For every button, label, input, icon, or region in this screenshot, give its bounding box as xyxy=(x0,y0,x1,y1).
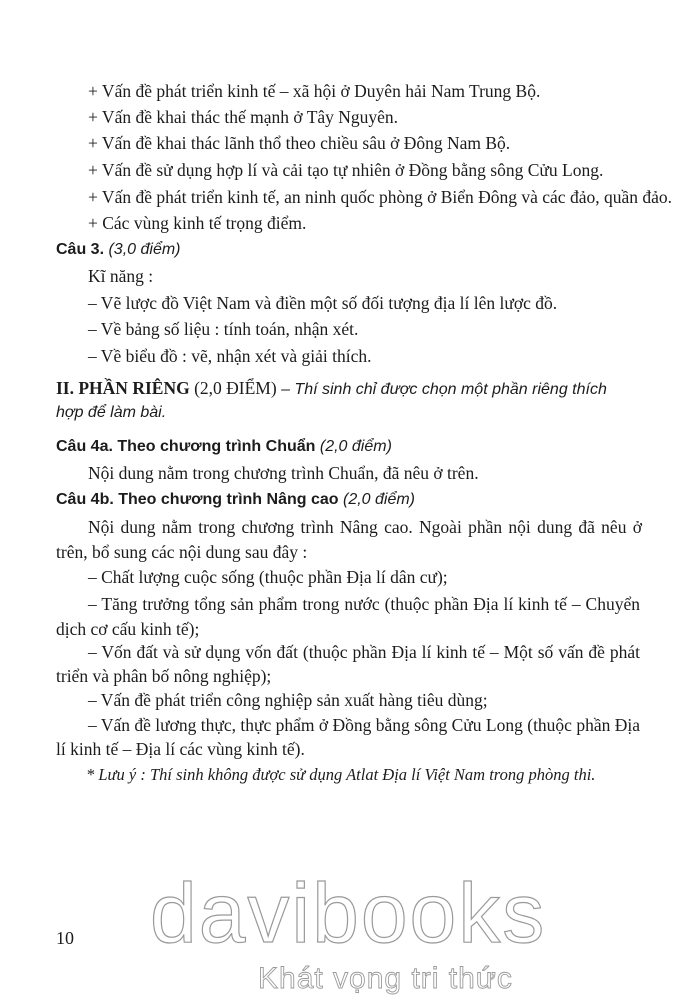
question-4a-heading xyxy=(56,436,392,458)
skill-heading: Kĩ năng : xyxy=(88,266,154,286)
question-4b-intro: Nội dung nằm trong chương trình Nâng cao. Ngoài phần nội dung đã nêu ở xyxy=(88,517,642,537)
question-4b-intro-cont: trên, bổ sung các nội dung sau đây : xyxy=(56,542,308,562)
bullet-item: + Vấn đề phát triển kinh tế – xã hội ở Duyên hải Nam Trung Bộ. xyxy=(88,81,541,101)
bullet-item: + Vấn đề khai thác lãnh thổ theo chiều sâu ở Đông Nam Bộ. xyxy=(88,133,511,153)
skill-item: – Vẽ lược đồ Việt Nam và điền một số đối tượng địa lí lên lược đồ. xyxy=(88,293,558,313)
section-2-title: II. PHẦN RIÊNG xyxy=(56,378,190,398)
content-item-cont: lí kinh tế – Địa lí các vùng kinh tế). xyxy=(56,739,305,759)
section-2-heading xyxy=(56,377,668,401)
question-4b-points: (2,0 điểm) xyxy=(342,491,416,508)
section-2-desc-cont: hợp để làm bài. xyxy=(56,404,167,421)
content-item: – Tăng trưởng tổng sản phẩm trong nước (thuộc phần Địa lí kinh tế – Chuyển xyxy=(88,594,640,614)
question-4b-heading xyxy=(56,489,415,511)
question-3-points: (3,0 điểm) xyxy=(108,241,181,258)
content-item: – Vốn đất và sử dụng vốn đất (thuộc phần Địa lí kinh tế – Một số vấn đề phát xyxy=(88,642,640,662)
question-4a-text: Nội dung nằm trong chương trình Chuẩn, đã nêu ở trên. xyxy=(88,463,479,483)
content-item: – Vấn đề lương thực, thực phẩm ở Đồng bằng sông Cửu Long (thuộc phần Địa xyxy=(88,715,640,735)
question-4a-points: (2,0 điểm) xyxy=(319,438,392,455)
note: * Lưu ý : Thí sinh không được sử dụng Atlat Địa lí Việt Nam trong phòng thi. xyxy=(86,765,596,784)
content-item: – Chất lượng cuộc sống (thuộc phần Địa lí dân cư); xyxy=(88,567,448,587)
question-3-heading xyxy=(56,239,181,261)
content-item-cont: dịch cơ cấu kinh tế); xyxy=(56,619,200,639)
question-4a-label: Câu 4a. Theo chương trình Chuẩn xyxy=(56,438,316,455)
page-number: 10 xyxy=(56,928,74,948)
bullet-item: + Vấn đề phát triển kinh tế, an ninh quốc phòng ở Biển Đông và các đảo, quần đảo. xyxy=(88,187,673,207)
watermark-slogan: Khát vọng tri thức xyxy=(258,962,513,995)
section-2-desc: – Thí sinh chỉ được chọn một phần riêng thích xyxy=(281,381,607,398)
question-4b-label: Câu 4b. Theo chương trình Nâng cao xyxy=(56,491,339,508)
bullet-item: + Vấn đề khai thác thế mạnh ở Tây Nguyên. xyxy=(88,107,399,127)
skill-item: – Về bảng số liệu : tính toán, nhận xét. xyxy=(88,319,359,339)
question-3-label: Câu 3. xyxy=(56,241,105,258)
bullet-item: + Các vùng kinh tế trọng điểm. xyxy=(88,213,307,233)
section-2-points: (2,0 ĐIỂM) xyxy=(194,378,277,398)
content-item: – Vấn đề phát triển công nghiệp sản xuất hàng tiêu dùng; xyxy=(88,690,488,710)
watermark-brand: davibooks xyxy=(150,866,547,960)
content-item-cont: triển và phân bố nông nghiệp); xyxy=(56,666,272,686)
skill-item: – Về biểu đồ : vẽ, nhận xét và giải thích. xyxy=(88,346,372,366)
bullet-item: + Vấn đề sử dụng hợp lí và cải tạo tự nhiên ở Đồng bằng sông Cửu Long. xyxy=(88,160,604,180)
